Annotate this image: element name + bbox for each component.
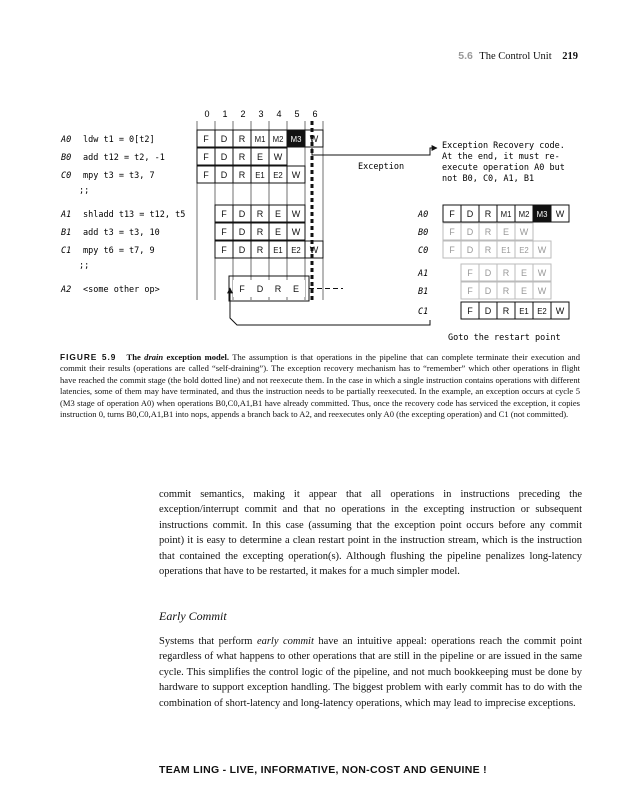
op-label: B1 (61, 228, 72, 238)
op-text: ;; (79, 261, 90, 271)
chapter-title: The Control Unit (479, 51, 552, 62)
figure-caption (60, 352, 580, 420)
stage-label: R (256, 209, 264, 219)
section-number: 5.6 (458, 50, 473, 62)
stage-label: E (274, 227, 282, 237)
pipeline-figure (0, 0, 635, 352)
cycle-label: 3 (258, 109, 264, 119)
restart-stage-label: E2 (537, 307, 547, 316)
stage-label: E2 (273, 171, 283, 180)
restart-stage-label: E (502, 227, 510, 237)
restart-stage-label: R (502, 286, 510, 296)
stage-label: M3 (290, 135, 302, 144)
cycle-label: 5 (294, 109, 300, 119)
recovery-note-line: execute operation A0 but (442, 163, 565, 173)
stage-label: F (203, 152, 209, 162)
op-label: A0 (61, 135, 72, 145)
stage-label: R (238, 152, 246, 162)
restart-stage-label: E1 (519, 307, 529, 316)
caption-text: The assumption is that operations in the pipeline that can complete terminate their execution and commit their results (operations are called “self-draining”). The exception recovery mechanism has to “remember” which other operations in flight have reached the commit stage (the bold dotted line) and not reexecute them. In the case in which a single instruction contains operations with different latencies, some of them may have terminated, and thus the instruction needs to be partially reexecuted. In the example, an exception occurs at cycle 5 (M3 stage of operation A0) when operations B0,C0,A1,B1 have already committed. Thus, once the recovery code has serviced the exception, it copies instruction 0, turns B0,C0,A1,B1 into nops, appends a branch back to A2, and reexecutes only A0 (the excepting operation) and C1 (not committed). (60, 352, 580, 420)
stage-label: D (238, 209, 246, 219)
stage-label: W (291, 209, 301, 219)
stage-label: R (238, 134, 246, 144)
paragraph-2 (159, 634, 582, 711)
exception-arrow (312, 148, 437, 155)
para2-pre: Systems that perform (159, 636, 257, 647)
op-text: add t3 = t3, 10 (83, 228, 160, 238)
stage-label: E (274, 209, 282, 219)
restart-stage-label: W (555, 306, 565, 316)
restart-stage-label: M1 (500, 210, 512, 219)
stage-label: F (239, 284, 245, 294)
section-heading: Early Commit (159, 609, 227, 623)
stage-label: E1 (255, 171, 265, 180)
footer-watermark: TEAM LING - LIVE, INFORMATIVE, NON-COST AND GENUINE ! (159, 764, 487, 776)
paragraph-1: commit semantics, making it appear that all operations in instructions preceding the exception/interrupt commit and that no operations in the excepting instruction or subsequent instructions commit. In this case (assuming that the exception point occurs before any commit point) it is easy to determine a clean restart point in the instruction stream, which is the instruction that contained the excepting operation(s). Although flushing the pipeline penalizes long-latency operations that have to be restarted, it makes for a much simpler model. (159, 489, 582, 578)
stage-label: D (256, 284, 264, 294)
cycle-label: 1 (222, 109, 228, 119)
restart-stage-label: R (484, 227, 492, 237)
stage-label: M1 (254, 135, 266, 144)
op-label: C1 (61, 246, 72, 256)
stage-label: F (203, 170, 209, 180)
stage-label: F (203, 134, 209, 144)
caption-title-post: exception model. (163, 352, 230, 362)
cycle-label: 0 (204, 109, 210, 119)
restart-stage-label: D (466, 245, 474, 255)
op-text: mpy t6 = t7, 9 (83, 246, 155, 256)
restart-stage-label: D (466, 209, 474, 219)
stage-label: R (256, 245, 264, 255)
stage-label: E (256, 152, 264, 162)
restart-op-label: B1 (418, 287, 429, 297)
restart-stage-label: E2 (519, 246, 529, 255)
restart-stage-label: W (537, 245, 547, 255)
restart-op-label: B0 (418, 228, 429, 238)
restart-stage-label: F (467, 268, 473, 278)
restart-stage-label: W (537, 268, 547, 278)
restart-stage-label: D (484, 286, 492, 296)
stage-label: W (291, 170, 301, 180)
stage-label: R (274, 284, 282, 294)
caption-title-pre: The (126, 352, 145, 362)
recovery-note-line: not B0, C0, A1, B1 (442, 174, 535, 184)
restart-op-label: A0 (418, 210, 429, 220)
stage-label: W (309, 134, 319, 144)
op-text: <some other op> (83, 285, 160, 295)
para2-post: have an intuitive appeal: operations reach the commit point regardless of what happens to other operations that are still in the pipeline or are issued in the same cycle. This simplifies the control logic of the pipeline, and not much bookkeeping must be done by hardware to support exception handling. The biggest problem with early commit has to do with the combination of short-latency and long-latency operations, which may lead to imprecise exceptions. (159, 636, 582, 709)
stage-label: F (221, 227, 227, 237)
op-text: shladd t13 = t12, t5 (83, 210, 186, 220)
stage-label: D (238, 245, 246, 255)
restart-stage-label: M3 (536, 210, 548, 219)
restart-op-label: A1 (418, 269, 429, 279)
cycle-label: 4 (276, 109, 282, 119)
stage-label: M2 (272, 135, 284, 144)
restart-stage-label: M2 (518, 210, 530, 219)
restart-stage-label: E (520, 286, 528, 296)
stage-label: D (220, 152, 228, 162)
caption-title-em: drain (144, 352, 164, 362)
stage-label: D (238, 227, 246, 237)
restart-stage-label: R (484, 245, 492, 255)
restart-stage-label: F (449, 227, 455, 237)
restart-stage-label: D (466, 227, 474, 237)
op-text: ;; (79, 186, 90, 196)
recovery-note-line: At the end, it must re- (442, 152, 560, 162)
restart-stage-label: F (467, 286, 473, 296)
restart-stage-label: R (502, 306, 510, 316)
restart-stage-label: R (502, 268, 510, 278)
restart-label: Goto the restart point (448, 333, 561, 343)
restart-stage-label: D (484, 268, 492, 278)
cycle-label: 6 (312, 109, 318, 119)
op-text: add t12 = t2, -1 (83, 153, 165, 163)
restart-stage-label: R (484, 209, 492, 219)
stage-label: E2 (291, 246, 301, 255)
op-label: B0 (61, 153, 72, 163)
op-text: mpy t3 = t3, 7 (83, 171, 155, 181)
restart-op-label: C1 (418, 307, 429, 317)
exception-label: Exception (358, 162, 405, 172)
cycle-label: 2 (240, 109, 246, 119)
stage-label: W (309, 245, 319, 255)
restart-stage-label: W (537, 286, 547, 296)
stage-label: R (238, 170, 246, 180)
stage-label: D (220, 170, 228, 180)
op-label: A2 (61, 285, 72, 295)
restart-stage-label: D (484, 306, 492, 316)
recovery-note-line: Exception Recovery code. (442, 141, 565, 151)
restart-op-label: C0 (418, 246, 429, 256)
restart-stage-label: F (449, 245, 455, 255)
restart-stage-label: W (519, 227, 529, 237)
stage-label: F (221, 245, 227, 255)
stage-label: E1 (273, 246, 283, 255)
op-label: C0 (61, 171, 72, 181)
restart-stage-label: E (520, 268, 528, 278)
restart-stage-label: F (449, 209, 455, 219)
stage-label: W (291, 227, 301, 237)
figure-label: FIGURE 5.9 (60, 352, 117, 362)
op-label: A1 (61, 210, 72, 220)
stage-label: D (220, 134, 228, 144)
restart-stage-label: W (555, 209, 565, 219)
stage-label: R (256, 227, 264, 237)
stage-label: W (273, 152, 283, 162)
stage-label: F (221, 209, 227, 219)
para2-em: early commit (256, 636, 314, 647)
stage-label: E (292, 284, 300, 294)
op-text: ldw t1 = 0[t2] (83, 135, 155, 145)
restart-stage-label: F (467, 306, 473, 316)
page-number: 219 (562, 51, 578, 62)
restart-stage-label: E1 (501, 246, 511, 255)
